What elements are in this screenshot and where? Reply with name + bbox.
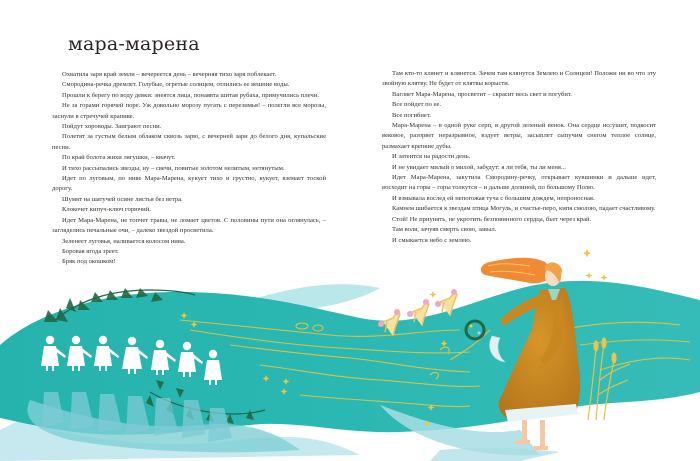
paragraph: И смыкается небо с землею. — [392, 236, 472, 244]
paragraph: Идет Мара-Марена, закутила Смородину-речку, открывает кувшинки и дальше идет, восходит на горы – горы толкутся – и дальше долиной, по большому Полю. — [382, 174, 656, 192]
paragraph: Пойдут хороводы. Заиграют песни. — [62, 123, 162, 131]
paragraph: Все погибнет. — [392, 111, 431, 119]
paragraph: Вагляет Мара-Марена, просветит – скрасит весь свет и погубит. — [392, 90, 572, 98]
paragraph: Клокочет кипуч-ключ горючий. — [62, 206, 151, 214]
paragraph: Там кто-то клянет и клянется. Зачем там клянутся Землею и Солнцем! Положи ни во что эту звойную клятву. Не будет от клятвы корысти. — [382, 70, 656, 88]
paragraph: И затеится на радости день. — [392, 153, 471, 161]
paragraph: Охватила заря край земли – вечереется день – вечерняя тихо заря поблекает. — [62, 71, 277, 78]
paragraph: По край болота жихи лягушки, – квачут. — [62, 154, 176, 162]
story-title: мара-марена — [68, 33, 200, 55]
paragraph: И не увидает милый о милой, забудут: я ли тебя, ты ли меня... — [392, 163, 566, 171]
right-page-text — [382, 69, 656, 246]
paragraph: И взмывала вослед ей непогожая туча с большим дождем, непроносная. — [392, 194, 595, 202]
paragraph: Полетят за густым белым облаком сквозь зарю, с вечерней зари до белого дня, купальские песни. — [52, 133, 326, 151]
paragraph: И тихо рассыпались звезды, ну – свечи, повитые золотом нелитым, нетянутым. — [62, 164, 285, 172]
paragraph: Шумят на шатучей осине листья без ветра. — [62, 195, 183, 203]
paragraph: Стой! Не приунять, не укротить безповинного сердца, бьет через край. — [392, 215, 592, 223]
paragraph: Смородина-речка дремлет. Голубые, огретые солнцем, отлились ее вешние воды. — [62, 81, 290, 89]
paragraph: Не за горами горячей поре. Уж довольно морозу пугать с перезимья! – полегли все морозы, заснули в стречучей крапиве. — [52, 102, 326, 120]
paragraph: Идет Мара-Марена, не топчет травы, не ломает цветов. С половины пути она оглянулась, – загляделись печальные очи, – далеко звездой просветила. — [52, 216, 326, 235]
paragraph: Бряк под окошком! — [62, 258, 116, 266]
paragraph: Камнем шибается к звездам птица Могуль, и счастье-перо, кипя смолою, падает счастливому. — [392, 205, 656, 213]
paragraph: Там воля, зачуяв смерть свою, завыл. — [392, 226, 497, 234]
paragraph: Боровая ягода зреет. — [62, 247, 119, 255]
paragraph: Мара-Марена – в одной руке серп, в другой зеленый венок. Она сердце иссушит, подкосит вековое, разорвет неразрывное, вздует ветры, засыплет сыпучим снегом теплое солнце, размахает крепкие дубы. — [382, 122, 656, 150]
paragraph: Все пойдет по ее. — [392, 101, 442, 109]
paragraph: Прошли к берегу по воду девки: знеятся лица, понаявта шитая рубаха, примучились плечи. — [62, 91, 319, 99]
left-page-text — [52, 70, 326, 268]
paragraph: Идет по луговым, по ниве Мара-Марена, кукует тихо и грустно, кукует, вземает тоской дорогу. — [52, 175, 326, 193]
paragraph: Зеленеет луговья, наливается колосом нива. — [62, 237, 186, 245]
